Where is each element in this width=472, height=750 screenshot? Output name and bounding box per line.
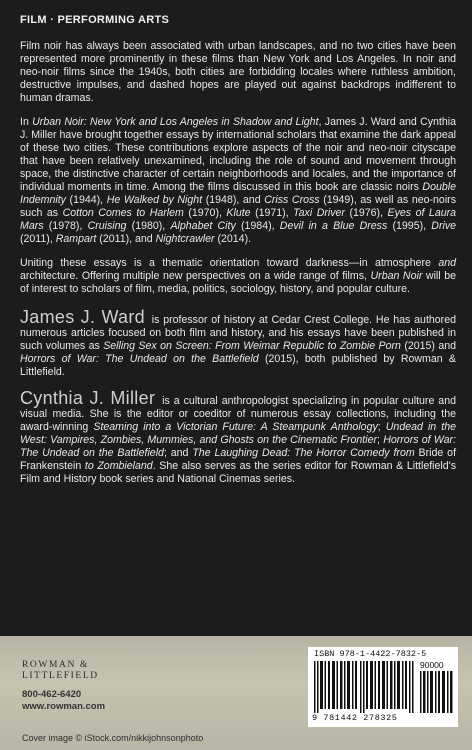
film-title: Devil in a Blue Dress bbox=[279, 220, 388, 232]
book-title: Steaming into a Victorian Future: A Steampunk Anthology bbox=[93, 421, 378, 433]
text-run: (1944), bbox=[65, 194, 107, 206]
barcode-bars-icon bbox=[314, 661, 418, 713]
author-bio-ward bbox=[20, 307, 457, 379]
paragraph-book bbox=[20, 116, 456, 246]
text-run: (2015) and bbox=[400, 340, 457, 352]
isbn-text: ISBN 978-1-4422-7832-5 bbox=[314, 649, 427, 659]
publisher-info bbox=[22, 660, 105, 713]
text-run: (2011), and bbox=[96, 233, 156, 245]
publisher-contact bbox=[22, 689, 105, 713]
publisher-name-line: ROWMAN & bbox=[22, 660, 89, 670]
addon-bars-icon bbox=[420, 671, 454, 713]
category-label: FILM · PERFORMING ARTS bbox=[20, 14, 170, 26]
text-run: (2011), bbox=[20, 233, 56, 245]
text-run: (2014). bbox=[214, 233, 252, 245]
publisher-website: www.rowman.com bbox=[22, 701, 106, 712]
film-title: Double Indemnity bbox=[20, 181, 456, 206]
book-title: Urban Noir: New York and Los Angeles in Shadow and Light bbox=[32, 116, 319, 128]
book-title: Undead in the West: Vampires, Zombies, Mummies, and Ghosts on the Cinematic Frontier bbox=[20, 421, 456, 446]
book-title: Urban Noir bbox=[370, 270, 423, 282]
film-title: Eyes of Laura Mars bbox=[20, 207, 457, 232]
book-title: Selling Sex on Screen: From Weimar Republic to Zombie Porn bbox=[103, 340, 401, 352]
text-run: (1984), bbox=[235, 220, 280, 232]
text-run: architecture. Offering multiple new perspectives on a wide range of films, bbox=[20, 270, 371, 282]
book-title: Horrors of War: The Undead on the Battlefield bbox=[20, 434, 456, 459]
film-title: Criss Cross bbox=[264, 194, 320, 206]
text-run: (1948), and bbox=[202, 194, 265, 206]
text-run: (1978), bbox=[43, 220, 88, 232]
film-title: He Walked by Night bbox=[106, 194, 203, 206]
text-run: In bbox=[20, 116, 33, 128]
text-run: . She also serves as the series editor for Rowman & Littlefield's Film and History book series and National Cinemas series. bbox=[20, 460, 456, 485]
emphasis: and bbox=[438, 257, 456, 269]
text-run: (1995), bbox=[387, 220, 432, 232]
text-run: is a cultural anthropologist specializing in popular culture and visual media. She is the editor or coeditor of numerous essay collections, including the award-winning bbox=[20, 395, 456, 433]
paragraph-theme bbox=[20, 257, 456, 296]
author-name: Cynthia J. Miller bbox=[20, 388, 156, 408]
film-title: Drive bbox=[431, 220, 457, 232]
book-title: The Laughing Dead: The Horror Comedy from bbox=[192, 447, 415, 459]
author-bio-miller bbox=[20, 388, 457, 486]
text-run: (1971), bbox=[250, 207, 294, 219]
paragraph-intro: Film noir has always been associated with urban landscapes, and no two cities have been represented more prominently in these films than New York and Los Angeles. In noir and neo-noir films since the 1940s, both cities are forbidding locales where ruthless ambition, destructive impulses, and dashed hopes are played out against backdrops indifferent to human dramas. bbox=[20, 40, 456, 104]
book-title: to Zombieland bbox=[84, 460, 153, 472]
isbn-barcode bbox=[308, 647, 458, 727]
text-run: (1980), bbox=[126, 220, 171, 232]
film-title: Cotton Comes to Harlem bbox=[62, 207, 184, 219]
text-run: Uniting these essays is a thematic orientation toward darkness—in atmosphere bbox=[20, 257, 439, 269]
book-title: Horrors of War: The Undead on the Battlefield bbox=[20, 353, 259, 365]
film-title: Taxi Driver bbox=[293, 207, 345, 219]
text-run: , James J. Ward and Cynthia J. Miller have brought together essays by international scholars that examine the dark appeal of these two cities. These contributions explore aspects of the noir and neo-noir cityscape that have been relatively unexamined, including the role of sound and movement through space, the distinctive character of certain neighborhoods and locales, and the importance of individual moments in time. Among the films discussed in this book are classic noirs bbox=[20, 116, 456, 193]
text-run: is professor of history at Cedar Crest College. He has authored numerous articles focused on both film and history, and his essays have been published in such volumes as bbox=[20, 314, 456, 352]
text-run: (1949), as well as neo-noirs such as bbox=[20, 194, 456, 219]
text-run: (2015), both published by Rowman & Littlefield. bbox=[20, 353, 456, 378]
barcode-digits: 9 781442 278325 bbox=[312, 713, 398, 723]
text-run: ; and bbox=[163, 447, 193, 459]
film-title: Rampart bbox=[55, 233, 97, 245]
text-run: (1970), bbox=[183, 207, 227, 219]
film-title: Nightcrawler bbox=[155, 233, 215, 245]
text-run: Bride of Frankenstein bbox=[20, 447, 457, 472]
cover-credit: Cover image © iStock.com/nikkijohnsonphoto bbox=[22, 733, 204, 743]
text-run: ; bbox=[377, 434, 384, 446]
description bbox=[20, 40, 456, 499]
publisher-logo bbox=[22, 660, 105, 682]
text-run: (1976), bbox=[344, 207, 388, 219]
addon-code: 90000 bbox=[420, 660, 444, 670]
text-run: will be of interest to scholars of film, media, politics, sociology, history, and popular culture. bbox=[20, 270, 456, 295]
film-title: Cruising bbox=[87, 220, 127, 232]
author-name: James J. Ward bbox=[20, 307, 145, 327]
publisher-phone: 800-462-6420 bbox=[22, 689, 82, 700]
film-title: Klute bbox=[226, 207, 251, 219]
text-run: ; bbox=[377, 421, 386, 433]
film-title: Alphabet City bbox=[170, 220, 236, 232]
publisher-name-line: LITTLEFIELD bbox=[22, 671, 99, 681]
